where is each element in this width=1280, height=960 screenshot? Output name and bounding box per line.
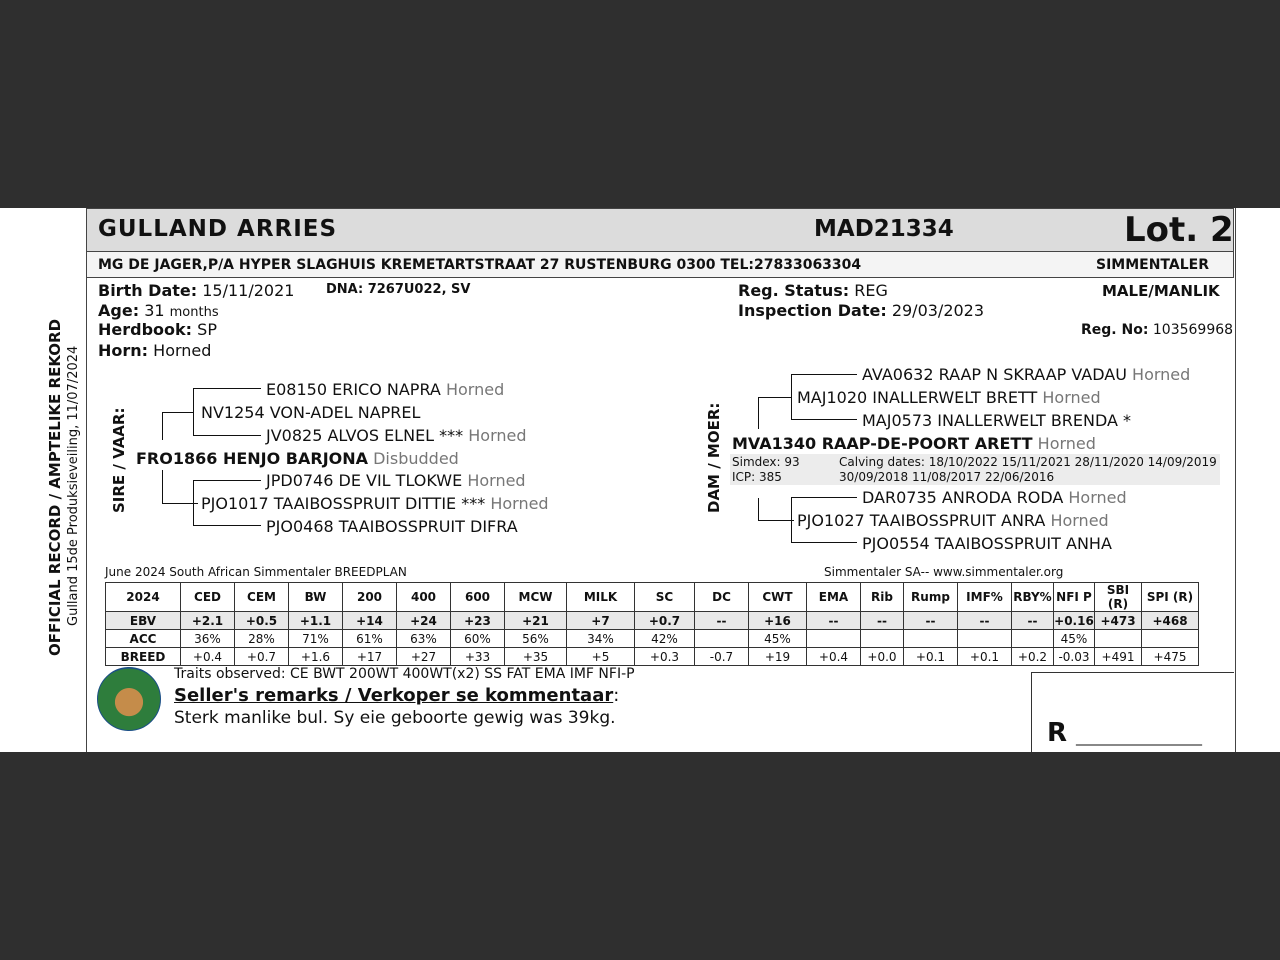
dam-main [732,434,1096,453]
table-cell: 45% [749,630,807,648]
table-header-cell: CEM [235,583,289,612]
table-row [106,648,1199,666]
table-header-cell: SC [635,583,695,612]
table-cell: 28% [235,630,289,648]
table-cell: ACC [106,630,181,648]
herdbook-value: SP [197,320,217,339]
table-cell [1142,630,1199,648]
table-header-cell: RBY% [1012,583,1054,612]
herdbook [98,320,217,339]
dam-line [791,497,857,498]
dna-info: DNA: 7267U022, SV [326,282,471,297]
table-cell [861,630,904,648]
remarks-title: Seller's remarks / Verkoper se kommentaar [174,685,614,706]
table-cell: +468 [1142,612,1199,630]
horn [98,341,211,360]
dam-father-name: MAJ1020 INALLERWELT BRETT [797,388,1038,407]
dam-line [791,542,857,543]
table-header-cell: NFI P [1054,583,1095,612]
dam-ff-note: Horned [1132,365,1191,384]
age-label: Age: [98,301,140,320]
dam-mf [862,488,1127,507]
dam-calving-1: Calving dates: 18/10/2022 15/11/2021 28/11/2020 14/09/2019 [839,455,1217,469]
dam-father [797,388,1101,407]
sire-main-name: FRO1866 HENJO BARJONA [136,449,369,468]
table-cell: BREED [106,648,181,666]
breed-name: SIMMENTALER [1096,257,1209,273]
table-cell: +1.6 [289,648,343,666]
table-cell: +23 [451,612,505,630]
dam-mother-name: PJO1027 TAAIBOSSPRUIT ANRA [797,511,1046,530]
sire-main [136,449,459,468]
inspection-label: Inspection Date: [738,301,887,320]
dam-mother [797,511,1109,530]
breedplan-table [105,582,1199,666]
sire-ff-name: E08150 ERICO NAPRA [266,380,441,399]
reg-no-label: Reg. No: [1081,322,1149,338]
table-row [106,630,1199,648]
sire-mm: PJO0468 TAAIBOSSPRUIT DIFRA [266,517,518,536]
dam-calving-2: 30/09/2018 11/08/2017 22/06/2016 [839,470,1055,484]
lot-number: Lot. 2 [1124,210,1234,250]
table-cell: +5 [567,648,635,666]
table-cell: +7 [567,612,635,630]
remarks-colon: : [613,685,620,706]
age-unit: months [169,305,219,320]
table-cell: +35 [505,648,567,666]
dam-father-note: Horned [1042,388,1101,407]
table-cell: +14 [343,612,397,630]
table-cell: +17 [343,648,397,666]
sire-main-note: Disbudded [373,449,459,468]
inspection-date [738,301,984,320]
horn-label: Horn: [98,341,149,360]
table-cell: 42% [635,630,695,648]
dam-main-note: Horned [1037,434,1096,453]
inspection-value: 29/03/2023 [891,301,985,320]
dam-ff [862,365,1190,384]
table-cell: +19 [749,648,807,666]
table-cell: 61% [343,630,397,648]
dam-simdex: Simdex: 93 [732,455,800,469]
table-header-cell: Rib [861,583,904,612]
table-cell: 56% [505,630,567,648]
table-header-cell: CWT [749,583,807,612]
sire-fm [266,426,527,445]
table-cell: +27 [397,648,451,666]
sire-ff [266,380,504,399]
table-cell: +0.1 [958,648,1012,666]
table-header-cell: CED [181,583,235,612]
table-header-cell: EMA [807,583,861,612]
remarks-heading [174,685,619,706]
sire-ff-note: Horned [445,380,505,399]
sire-mother-note: Horned [490,494,549,513]
animal-name: GULLAND ARRIES [98,216,338,242]
sire-mf [266,471,526,490]
reg-status-label: Reg. Status: [738,281,850,300]
table-cell: +491 [1095,648,1142,666]
reg-status [738,281,888,300]
reg-no [1081,322,1233,338]
table-cell [904,630,958,648]
table-header-cell: IMF% [958,583,1012,612]
sire-label: SIRE / VAAR: [110,407,128,513]
table-cell: EBV [106,612,181,630]
table-header-cell: Rump [904,583,958,612]
table-cell: -- [1012,612,1054,630]
dam-line [758,498,759,521]
dam-ff-name: AVA0632 RAAP N SKRAAP VADAU [862,365,1127,384]
table-cell: +16 [749,612,807,630]
dam-line [791,497,792,543]
table-cell: +0.4 [807,648,861,666]
table-cell: +0.7 [635,612,695,630]
table-cell: +0.3 [635,648,695,666]
table-cell: -- [695,612,749,630]
age-value: 31 [144,301,165,320]
birth-date-label: Birth Date: [98,281,198,300]
table-cell: +0.4 [181,648,235,666]
sex: MALE/MANLIK [1102,282,1220,300]
table-cell: +2.1 [181,612,235,630]
sire-line [162,412,163,440]
lot-sheet [0,208,1280,752]
table-header-cell: 200 [343,583,397,612]
table-cell: +0.7 [235,648,289,666]
dam-mother-note: Horned [1050,511,1109,530]
birth-date [98,281,294,300]
table-cell: +0.1 [904,648,958,666]
table-cell: +0.16 [1054,613,1094,628]
dam-line [758,397,792,398]
dam-line [791,419,857,420]
table-cell [1012,630,1054,648]
table-cell: 71% [289,630,343,648]
dam-main-name: MVA1340 RAAP-DE-POORT ARETT [732,434,1033,453]
sale-info-text: Gulland 15de Produksieveiling, 11/07/2024 [66,345,81,626]
table-cell: +33 [451,648,505,666]
table-header-cell: SBI (R) [1095,583,1142,612]
table-cell: -0.7 [695,648,749,666]
table-cell: -- [958,612,1012,630]
traits-observed: Traits observed: CE BWT 200WT 400WT(x2) SS FAT EMA IMF NFI-P [174,666,635,682]
reg-no-value: 103569968 [1152,322,1234,338]
sire-father: NV1254 VON-ADEL NAPREL [201,403,421,422]
dam-fm: MAJ0573 INALLERWELT BRENDA * [862,411,1132,430]
breedplan-caption: June 2024 South African Simmentaler BREEDPLAN [105,565,407,579]
horn-value: Horned [153,341,212,360]
table-cell: +0.0 [861,648,904,666]
table-header-cell: MILK [567,583,635,612]
breedplan-website: Simmentaler SA-- www.simmentaler.org [824,565,1064,579]
table-header-cell: 600 [451,583,505,612]
table-header-cell: 2024 [106,583,181,612]
reg-status-value: REG [854,281,888,300]
sire-mf-name: JPD0746 DE VIL TLOKWE [266,471,463,490]
sire-fm-name: JV0825 ALVOS ELNEL *** [266,426,464,445]
sire-line [193,480,261,481]
table-cell: -- [807,612,861,630]
table-cell: 34% [567,630,635,648]
sire-line [193,525,261,526]
table-cell [807,630,861,648]
price-blank[interactable]: __________________ [1076,730,1202,746]
table-cell: 63% [397,630,451,648]
table-row [106,612,1199,630]
sire-mf-note: Horned [467,471,526,490]
herdbook-label: Herdbook: [98,320,193,339]
table-cell: +475 [1142,648,1199,666]
dam-mf-note: Horned [1068,488,1127,507]
table-header-row [106,583,1199,612]
table-cell: -0.03 [1054,648,1095,666]
dam-line [791,374,857,375]
table-cell: +473 [1095,612,1142,630]
dam-line [758,397,759,429]
sire-mother [201,494,549,513]
sire-fm-note: Horned [468,426,527,445]
table-cell: 45% [1054,630,1095,648]
birth-date-value: 15/11/2021 [202,281,295,300]
table-cell [958,630,1012,648]
table-cell [695,630,749,648]
table-header-cell: SPI (R) [1142,583,1199,612]
age [98,301,219,320]
simmentaler-logo [97,667,161,731]
reg-code: MAD21334 [814,216,954,242]
dam-label: DAM / MOER: [705,402,723,513]
sire-mother-name: PJO1017 TAAIBOSSPRUIT DITTIE *** [201,494,486,513]
sire-line [193,480,194,526]
sire-line [162,412,194,413]
sire-line [193,435,261,436]
price-symbol: R [1047,718,1068,748]
table-header-cell: MCW [505,583,567,612]
dam-icp: ICP: 385 [732,470,782,484]
dam-mm: PJO0554 TAAIBOSSPRUIT ANHA [862,534,1112,553]
table-cell [1095,630,1142,648]
sire-line [162,470,163,504]
sire-line [193,388,261,389]
table-cell: +0.5 [235,612,289,630]
table-header-cell: DC [695,583,749,612]
table-cell: -- [861,612,904,630]
table-cell: -- [904,612,958,630]
dam-line [758,520,794,521]
table-cell: 60% [451,630,505,648]
table-header-cell: 400 [397,583,451,612]
table-header-cell: BW [289,583,343,612]
table-cell: +21 [505,612,567,630]
table-cell: +1.1 [289,612,343,630]
table-cell: +0.2 [1012,648,1054,666]
table-cell: 36% [181,630,235,648]
official-record-text: OFFICIAL RECORD / AMPTELIKE REKORD [46,318,64,656]
remarks-text: Sterk manlike bul. Sy eie geboorte gewig was 39kg. [174,708,616,728]
dam-mf-name: DAR0735 ANRODA RODA [862,488,1064,507]
owner-address: MG DE JAGER,P/A HYPER SLAGHUIS KREMETARTSTRAAT 27 RUSTENBURG 0300 TEL:27833063304 [98,257,862,273]
table-cell: +24 [397,612,451,630]
